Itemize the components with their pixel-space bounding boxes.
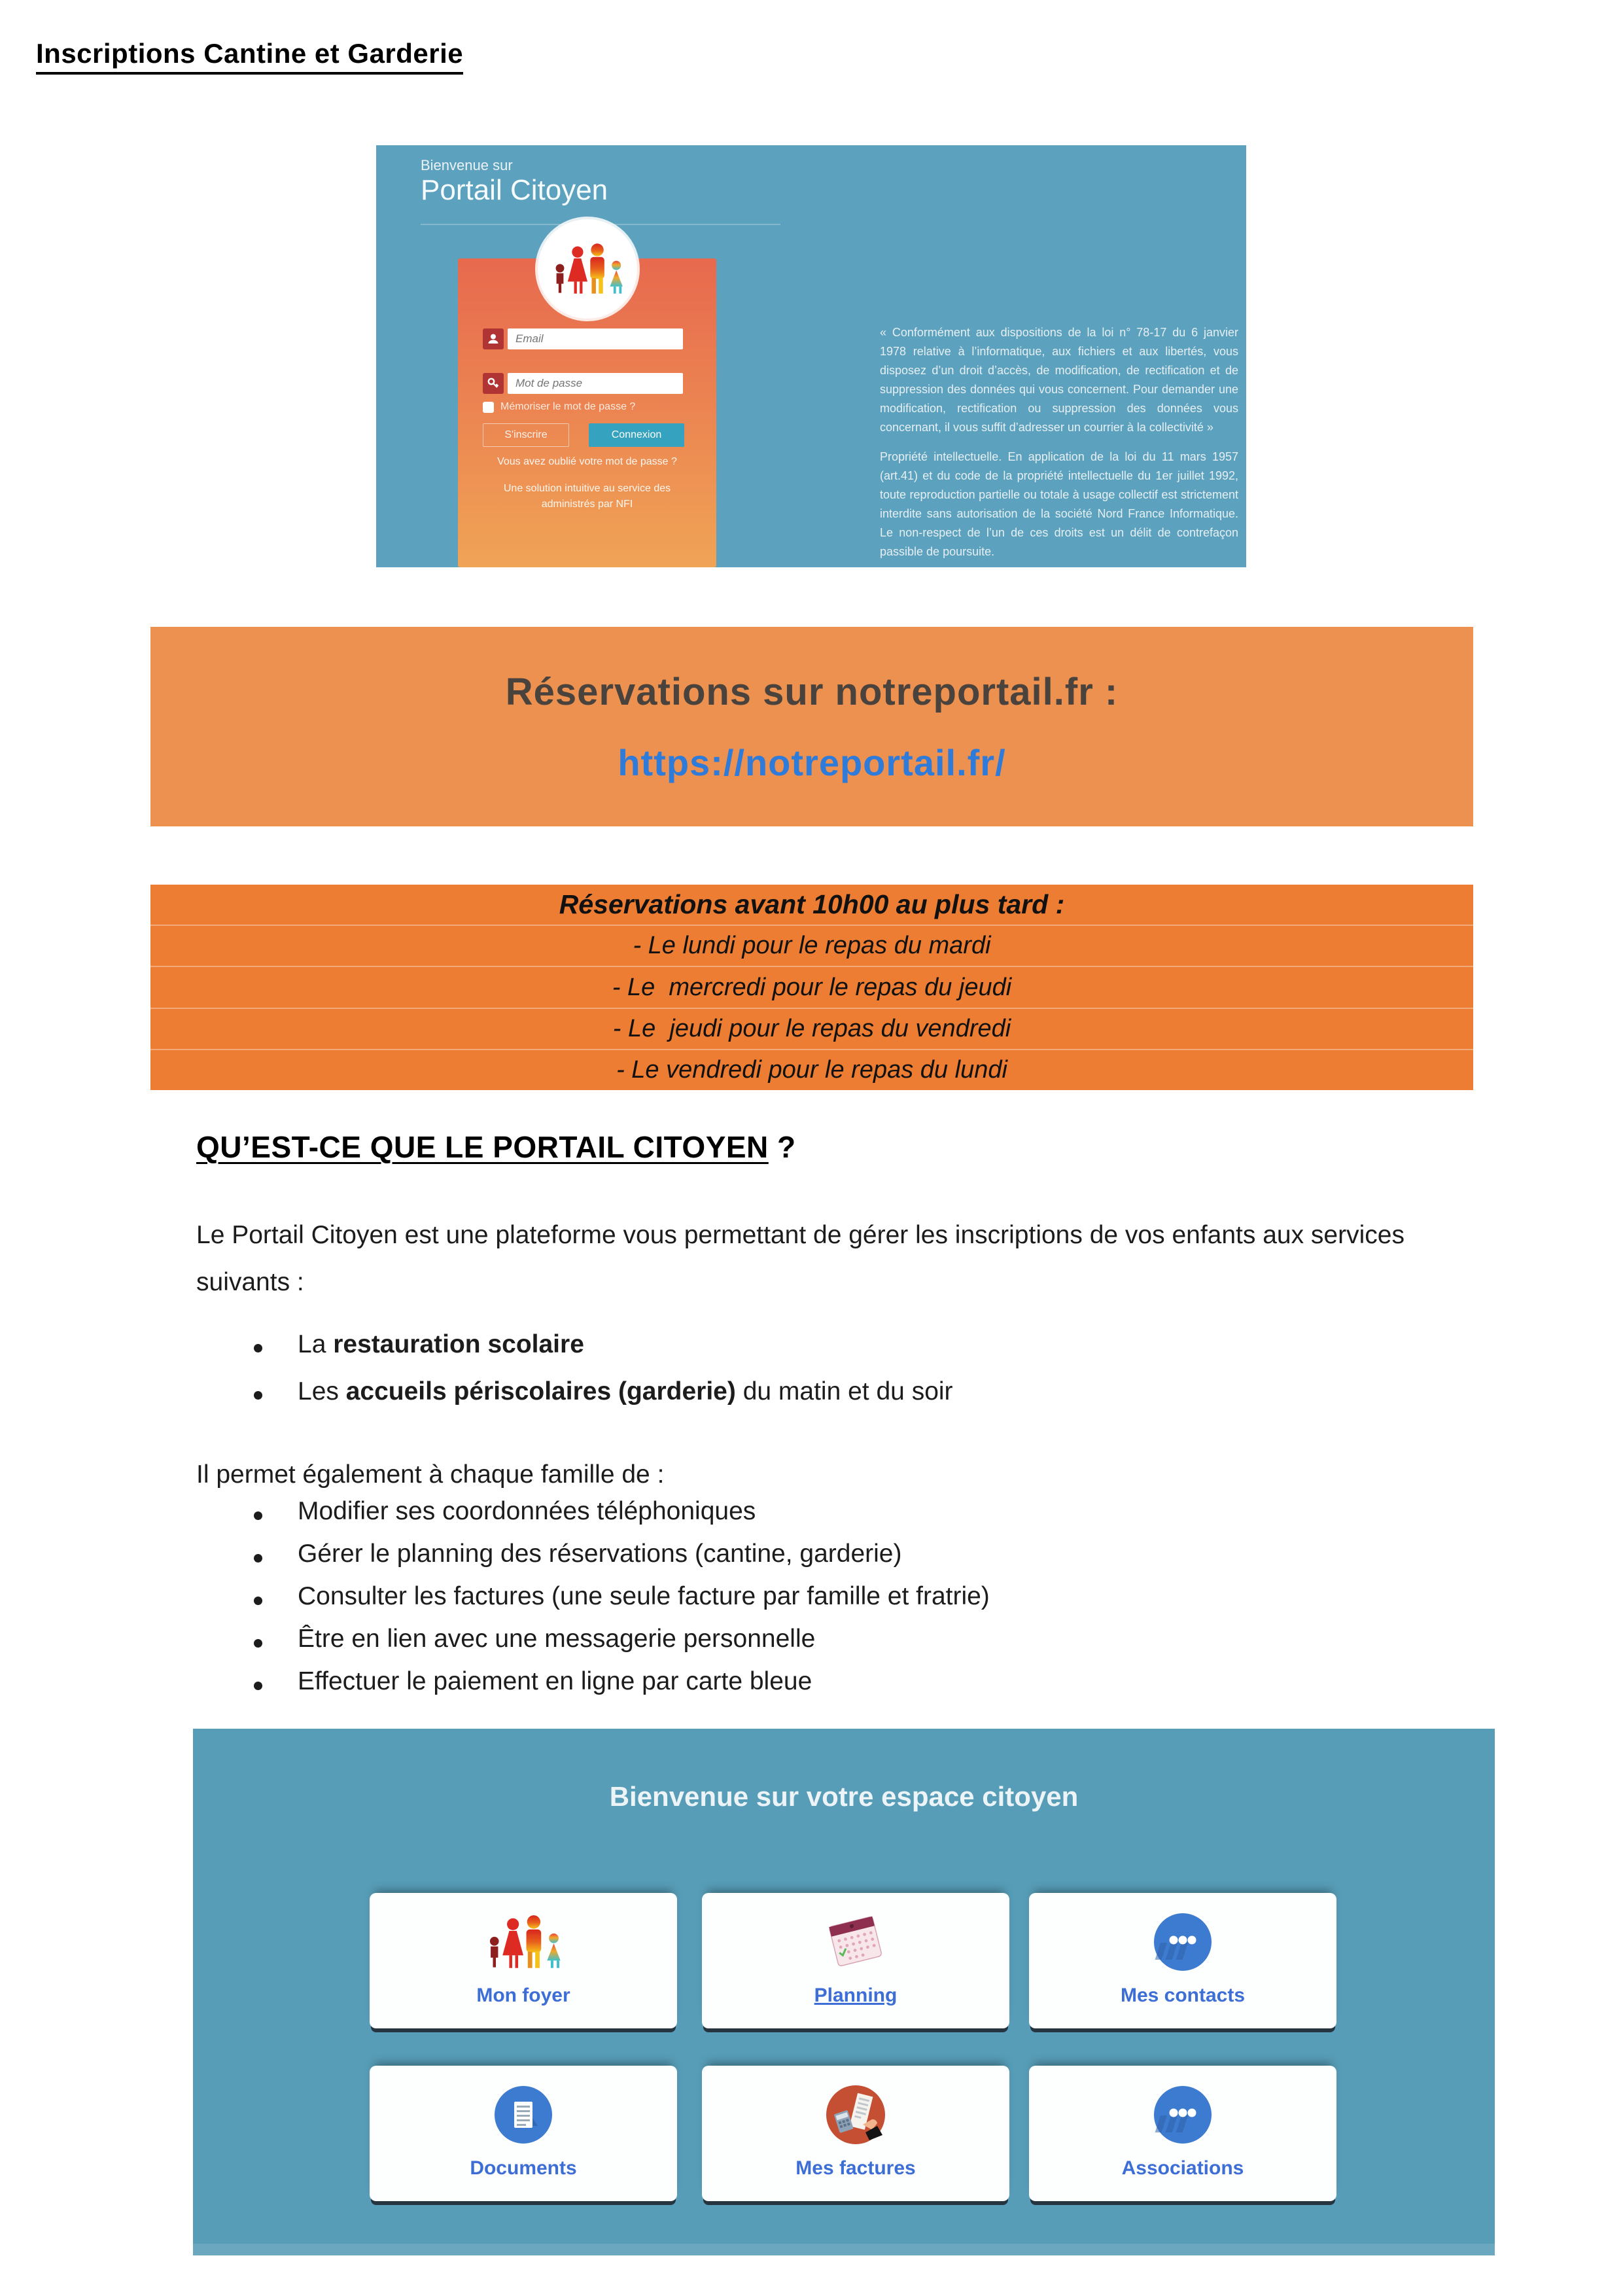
- tile-mes-factures[interactable]: [702, 2066, 1009, 2201]
- chat-dots-icon: [1153, 1903, 1212, 1981]
- tagline-text: Une solution intuitive au service des administrés par NFI: [503, 483, 671, 510]
- page-title: Inscriptions Cantine et Garderie: [36, 38, 463, 75]
- list-item: Modifier ses coordonnées téléphoniques: [236, 1497, 990, 1526]
- remember-password-option: [483, 401, 635, 413]
- list-item: Gérer le planning des réservations (cantine, garderie): [236, 1540, 990, 1568]
- tile-label: Mes factures: [795, 2157, 916, 2179]
- password-row: [483, 373, 683, 394]
- password-field[interactable]: [508, 373, 683, 394]
- legal-text: [880, 323, 1238, 567]
- invoice-icon: [825, 2076, 886, 2153]
- screenshot-bottom-strip: [193, 2244, 1495, 2255]
- deadline-title: Réservations avant 10h00 au plus tard :: [559, 889, 1065, 920]
- login-button[interactable]: Connexion: [589, 423, 684, 447]
- list-item: Effectuer le paiement en ligne par carte bleue: [236, 1667, 990, 1696]
- legal-paragraph-1: « Conformément aux dispositions de la loi n° 78-17 du 6 janvier 1978 relative à l’informatique, aux fichiers et aux libertés, vous disposez d’un droit d’accès, de modification, de rectification et de suppression des données qui vous concernent. Pour demander une modification, rectification ou suppression des données vous concernant, il vous suffit d’adresser un courrier à la collectivité »: [880, 326, 1238, 434]
- family-logo-icon: [538, 219, 637, 319]
- family-paragraph: Il permet également à chaque famille de :: [196, 1460, 665, 1489]
- tile-planning[interactable]: [702, 1893, 1009, 2028]
- remember-checkbox[interactable]: [483, 402, 494, 413]
- welcome-text: Bienvenue sur: [421, 157, 513, 173]
- tile-mon-foyer[interactable]: [370, 1893, 677, 2028]
- signup-button[interactable]: S'inscrire: [483, 423, 569, 447]
- features-list: [236, 1497, 990, 1710]
- reservation-banner-text: Réservations sur notreportail.fr :: [505, 670, 1119, 713]
- deadline-rule: - Le vendredi pour le repas du lundi: [616, 1055, 1007, 1084]
- portal-url-link[interactable]: https://notreportail.fr/: [618, 741, 1006, 783]
- document-icon: [494, 2076, 553, 2153]
- deadline-rule: - Le lundi pour le repas du mardi: [633, 932, 991, 960]
- login-screenshot: [376, 145, 1246, 567]
- tile-label: Planning: [814, 1985, 898, 2006]
- tile-label: Documents: [470, 2157, 577, 2179]
- list-item: Consulter les factures (une seule facture par famille et fratrie): [236, 1582, 990, 1611]
- tile-mes-contacts[interactable]: [1029, 1893, 1336, 2028]
- tile-label: Mon foyer: [476, 1985, 570, 2006]
- key-icon: [483, 373, 504, 394]
- deadline-banner: [150, 885, 1473, 1090]
- person-icon: [483, 328, 504, 349]
- tile-associations[interactable]: [1029, 2066, 1336, 2201]
- reservation-banner: [150, 627, 1473, 826]
- remember-label: Mémoriser le mot de passe ?: [500, 401, 636, 412]
- tile-documents[interactable]: [370, 2066, 677, 2201]
- list-item: Les accueils périscolaires (garderie) du matin et du soir: [236, 1377, 953, 1407]
- deadline-rule: - Le jeudi pour le repas du vendredi: [612, 1014, 1011, 1042]
- calendar-icon: [823, 1903, 888, 1981]
- portal-title: Portail Citoyen: [421, 174, 608, 206]
- email-row: [483, 328, 683, 349]
- section-heading: QU’EST-CE QUE LE PORTAIL CITOYEN ?: [196, 1130, 796, 1164]
- deadline-rule: - Le mercredi pour le repas du jeudi: [612, 973, 1012, 1001]
- login-card: [458, 258, 716, 567]
- chat-dots-icon: [1153, 2076, 1212, 2153]
- list-item: Être en lien avec une messagerie personnelle: [236, 1625, 990, 1653]
- tile-label: Mes contacts: [1120, 1985, 1246, 2006]
- email-field[interactable]: [508, 328, 683, 349]
- services-list: [236, 1330, 953, 1424]
- intro-paragraph: Le Portail Citoyen est une plateforme vous permettant de gérer les inscriptions de vos enfants aux services suivants :: [196, 1221, 1405, 1296]
- espace-citoyen-screenshot: [193, 1729, 1495, 2255]
- tile-label: Associations: [1121, 2157, 1244, 2179]
- espace-heading: Bienvenue sur votre espace citoyen: [609, 1781, 1079, 1812]
- family-icon: [485, 1903, 562, 1981]
- list-item: La restauration scolaire: [236, 1330, 953, 1360]
- forgot-password-link[interactable]: Vous avez oublié votre mot de passe ?: [497, 456, 677, 467]
- legal-paragraph-2: Propriété intellectuelle. En application de la loi du 11 mars 1957 (art.41) et du code de la propriété intellectuelle du 1er juillet 1992, toute reproduction partielle ou totale à usage collectif est strictement interdite sans autorisation de la société Nord France Informatique. Le non-respect de l’un de ces droits est un délit de contrefaçon passible de poursuite.: [880, 450, 1238, 558]
